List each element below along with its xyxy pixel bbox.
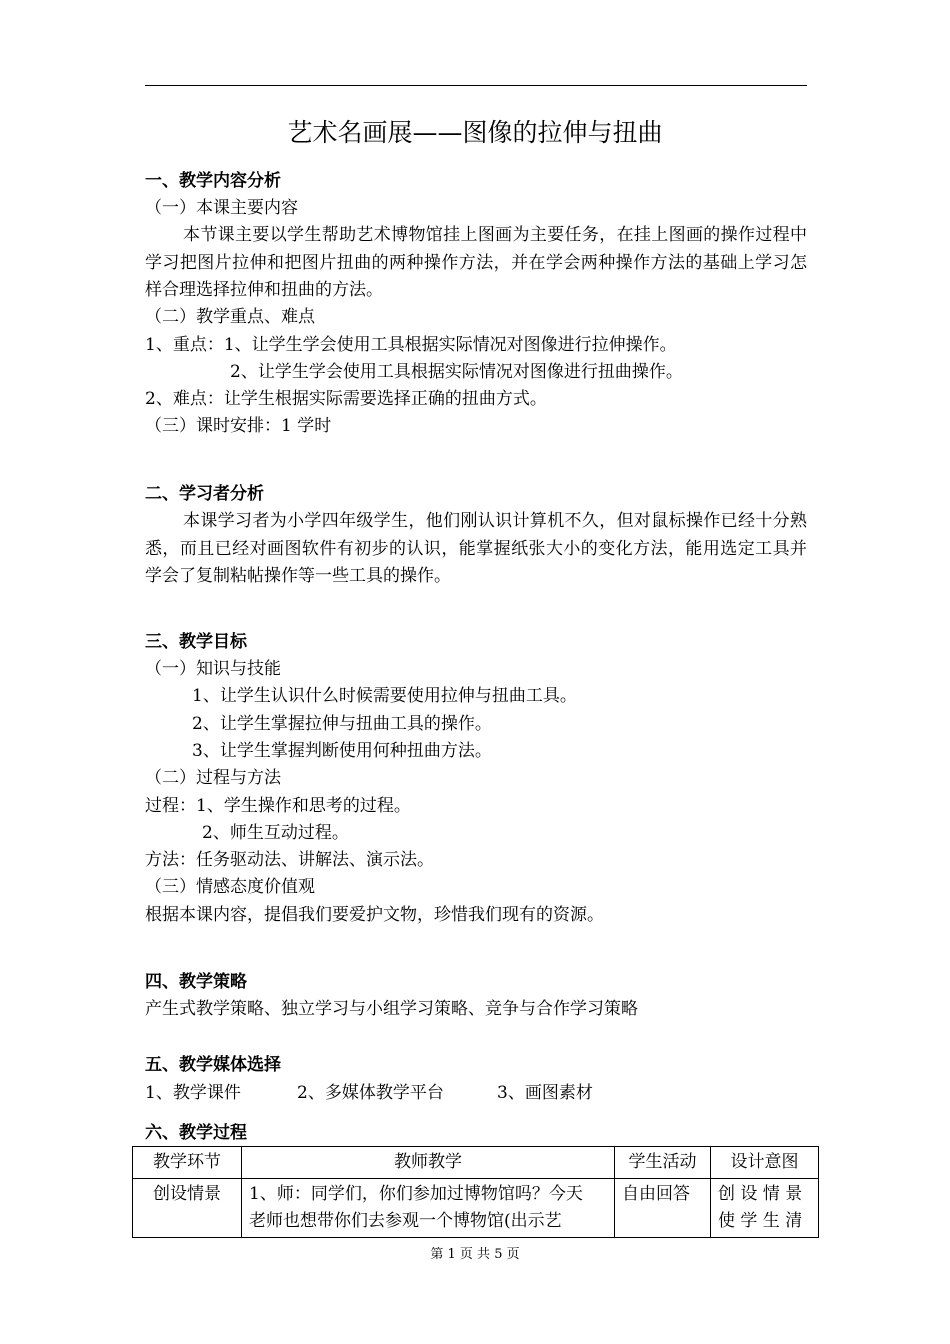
teaching-process-table <box>132 1146 819 1238</box>
knowledge-goal-1: 1、让学生认识什么时候需要使用拉伸与扭曲工具。 <box>192 686 577 706</box>
header-stage: 教学环节 <box>133 1147 242 1179</box>
knowledge-goal-3: 3、让学生掌握判断使用何种扭曲方法。 <box>192 741 492 761</box>
difficult-point: 2、难点：让学生根据实际需要选择正确的扭曲方式。 <box>145 389 547 409</box>
section-1-sub-1: （一）本课主要内容 <box>145 198 298 218</box>
cell-teacher-line-1: 1、师：同学们，你们参加过博物馆吗？今天 <box>249 1184 583 1204</box>
section-1-sub-2: （二）教学重点、难点 <box>145 307 315 327</box>
media-item-2: 2、多媒体教学平台 <box>297 1083 444 1103</box>
page-footer: 第 1 页 共 5 页 <box>430 1247 520 1262</box>
media-item-1: 1、教学课件 <box>145 1083 241 1103</box>
section-4-heading: 四、教学策略 <box>145 972 247 992</box>
table-header-row <box>133 1147 819 1179</box>
header-student: 学生活动 <box>615 1147 711 1179</box>
table-row <box>133 1179 819 1238</box>
cell-student: 自由回答 <box>615 1179 711 1238</box>
section-1-sub-3: （三）课时安排：1 学时 <box>145 416 332 436</box>
header-rule <box>145 85 807 86</box>
method-line: 方法：任务驱动法、讲解法、演示法。 <box>145 850 434 870</box>
header-teacher: 教师教学 <box>242 1147 615 1179</box>
cell-intent-line-2: 使 学 生 清 <box>718 1211 803 1231</box>
key-point-1: 1、重点：1、让学生学会使用工具根据实际情况对图像进行拉伸操作。 <box>145 335 677 355</box>
section-3-sub-3: （三）情感态度价值观 <box>145 877 315 897</box>
section-2-heading: 二、学习者分析 <box>145 484 264 504</box>
emotion-line: 根据本课内容，提倡我们要爱护文物，珍惜我们现有的资源。 <box>145 905 604 925</box>
section-2-paragraph: 本课学习者为小学四年级学生，他们刚认识计算机不久，但对鼠标操作已经十分熟悉，而且已经对画图软件有初步的认识，能掌握纸张大小的变化方法，能用选定工具并学会了复制粘帖操作等一些工具的操作。 <box>145 511 807 586</box>
process-item-2: 2、师生互动过程。 <box>202 823 349 843</box>
knowledge-goal-2: 2、让学生掌握拉伸与扭曲工具的操作。 <box>192 714 492 734</box>
header-intent: 设计意图 <box>711 1147 819 1179</box>
section-5-heading: 五、教学媒体选择 <box>145 1055 281 1075</box>
cell-teacher <box>242 1179 615 1238</box>
key-point-2: 2、让学生学会使用工具根据实际情况对图像进行扭曲操作。 <box>230 362 683 382</box>
section-1-heading: 一、教学内容分析 <box>145 171 281 191</box>
section-1-paragraph: 本节课主要以学生帮助艺术博物馆挂上图画为主要任务，在挂上图画的操作过程中学习把图片拉伸和把图片扭曲的两种操作方法，并在学会两种操作方法的基础上学习怎样合理选择拉伸和扭曲的方法。 <box>145 225 807 300</box>
cell-intent <box>711 1179 819 1238</box>
section-3-heading: 三、教学目标 <box>145 632 247 652</box>
cell-teacher-line-2: 老师也想带你们去参观一个博物馆(出示艺 <box>249 1211 562 1231</box>
process-item-1: 过程：1、学生操作和思考的过程。 <box>145 796 411 816</box>
document-title: 艺术名画展——图像的拉伸与扭曲 <box>287 118 663 147</box>
section-6-heading: 六、教学过程 <box>145 1123 247 1143</box>
cell-intent-line-1: 创 设 情 景 <box>718 1184 803 1204</box>
cell-stage: 创设情景 <box>133 1179 242 1238</box>
media-item-3: 3、画图素材 <box>497 1083 593 1103</box>
section-3-sub-2: （二）过程与方法 <box>145 768 281 788</box>
strategy-line: 产生式教学策略、独立学习与小组学习策略、竞争与合作学习策略 <box>145 999 638 1019</box>
section-3-sub-1: （一）知识与技能 <box>145 659 281 679</box>
